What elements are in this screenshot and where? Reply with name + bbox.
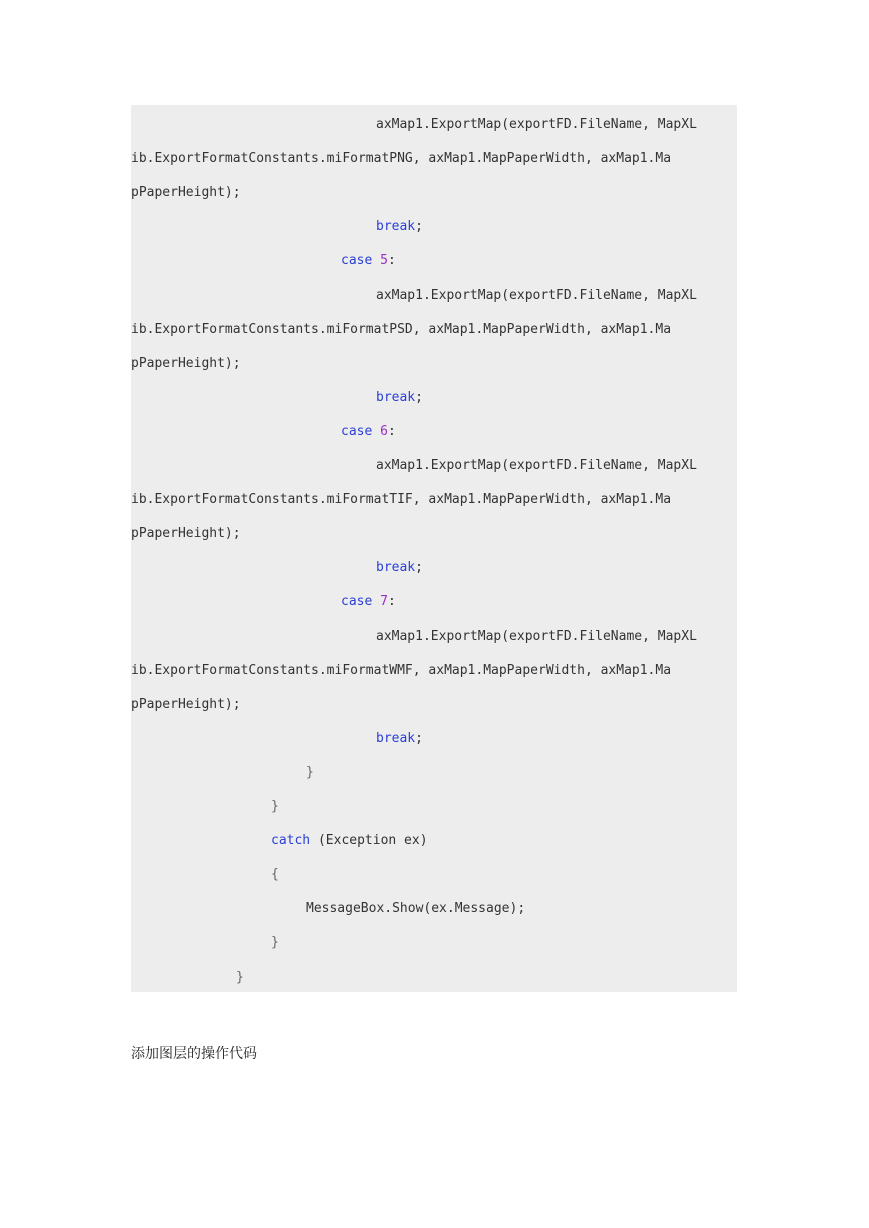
code-line	[376, 629, 697, 645]
code-line	[236, 970, 244, 986]
code-text: axMap1.ExportMap(exportFD.FileName, MapXL	[376, 458, 697, 473]
code-text: ib.ExportFormatConstants.miFormatTIF, axMap1.MapPaperWidth, axMap1.Ma	[131, 492, 672, 508]
code-text: ;	[415, 730, 423, 746]
code-line	[376, 219, 423, 235]
code-keyword: case	[341, 423, 373, 439]
code-text: :	[387, 594, 396, 610]
code-text: ib.ExportFormatConstants.miFormatPSD, axMap1.MapPaperWidth, axMap1.Ma	[131, 321, 672, 337]
code-text: (Exception ex)	[310, 833, 428, 849]
code-text	[372, 594, 380, 609]
code-keyword: case	[341, 253, 373, 269]
code-keyword: catch	[271, 833, 311, 849]
code-line	[376, 731, 423, 747]
code-line	[131, 151, 671, 167]
code-line	[131, 526, 241, 542]
code-line	[376, 560, 423, 576]
code-line	[376, 390, 423, 406]
code-line	[341, 594, 396, 610]
code-text: MessageBox.Show(ex.Message);	[306, 901, 526, 917]
code-text: ;	[415, 219, 423, 235]
code-text: ;	[415, 389, 423, 405]
code-line	[306, 901, 525, 917]
code-line	[131, 663, 671, 679]
code-number: 5	[380, 253, 388, 269]
code-line	[376, 288, 697, 304]
code-text: pPaperHeight);	[131, 696, 241, 712]
code-line	[306, 765, 314, 781]
code-line	[131, 492, 671, 508]
code-line	[131, 185, 241, 201]
code-line	[131, 697, 241, 713]
code-text: {	[271, 867, 279, 883]
code-text	[372, 424, 380, 439]
code-text: pPaperHeight);	[131, 526, 241, 542]
code-text: ;	[415, 560, 423, 576]
code-number: 6	[380, 423, 388, 439]
code-text: }	[271, 935, 279, 951]
code-line	[131, 356, 241, 372]
code-line	[131, 322, 671, 338]
code-line	[271, 935, 279, 951]
code-line	[376, 117, 697, 133]
section-heading: 添加图层的操作代码	[131, 1046, 257, 1062]
code-text: axMap1.ExportMap(exportFD.FileName, MapXL	[376, 628, 697, 644]
code-text: pPaperHeight);	[131, 355, 241, 371]
code-line	[341, 253, 396, 269]
code-line	[376, 458, 697, 474]
code-text: ib.ExportFormatConstants.miFormatWMF, axMap1.MapPaperWidth, axMap1.Ma	[131, 662, 672, 678]
code-line	[271, 833, 428, 849]
code-line	[271, 867, 279, 883]
code-keyword: break	[376, 219, 416, 235]
code-text: }	[236, 969, 244, 985]
code-text: axMap1.ExportMap(exportFD.FileName, MapXL	[376, 287, 697, 303]
code-text	[372, 253, 380, 268]
code-text: pPaperHeight);	[131, 185, 241, 201]
code-text: }	[271, 799, 279, 814]
code-line	[271, 799, 279, 815]
code-block	[131, 105, 737, 992]
code-keyword: break	[376, 560, 416, 576]
code-keyword: break	[376, 389, 416, 405]
code-text: :	[387, 253, 396, 269]
code-text: axMap1.ExportMap(exportFD.FileName, MapXL	[376, 117, 697, 132]
code-text: :	[387, 423, 396, 439]
code-text: ib.ExportFormatConstants.miFormatPNG, axMap1.MapPaperWidth, axMap1.Ma	[131, 151, 672, 167]
code-line	[341, 424, 396, 440]
code-keyword: case	[341, 594, 373, 610]
code-text: }	[306, 764, 314, 780]
code-number: 7	[380, 594, 388, 610]
code-keyword: break	[376, 730, 416, 746]
